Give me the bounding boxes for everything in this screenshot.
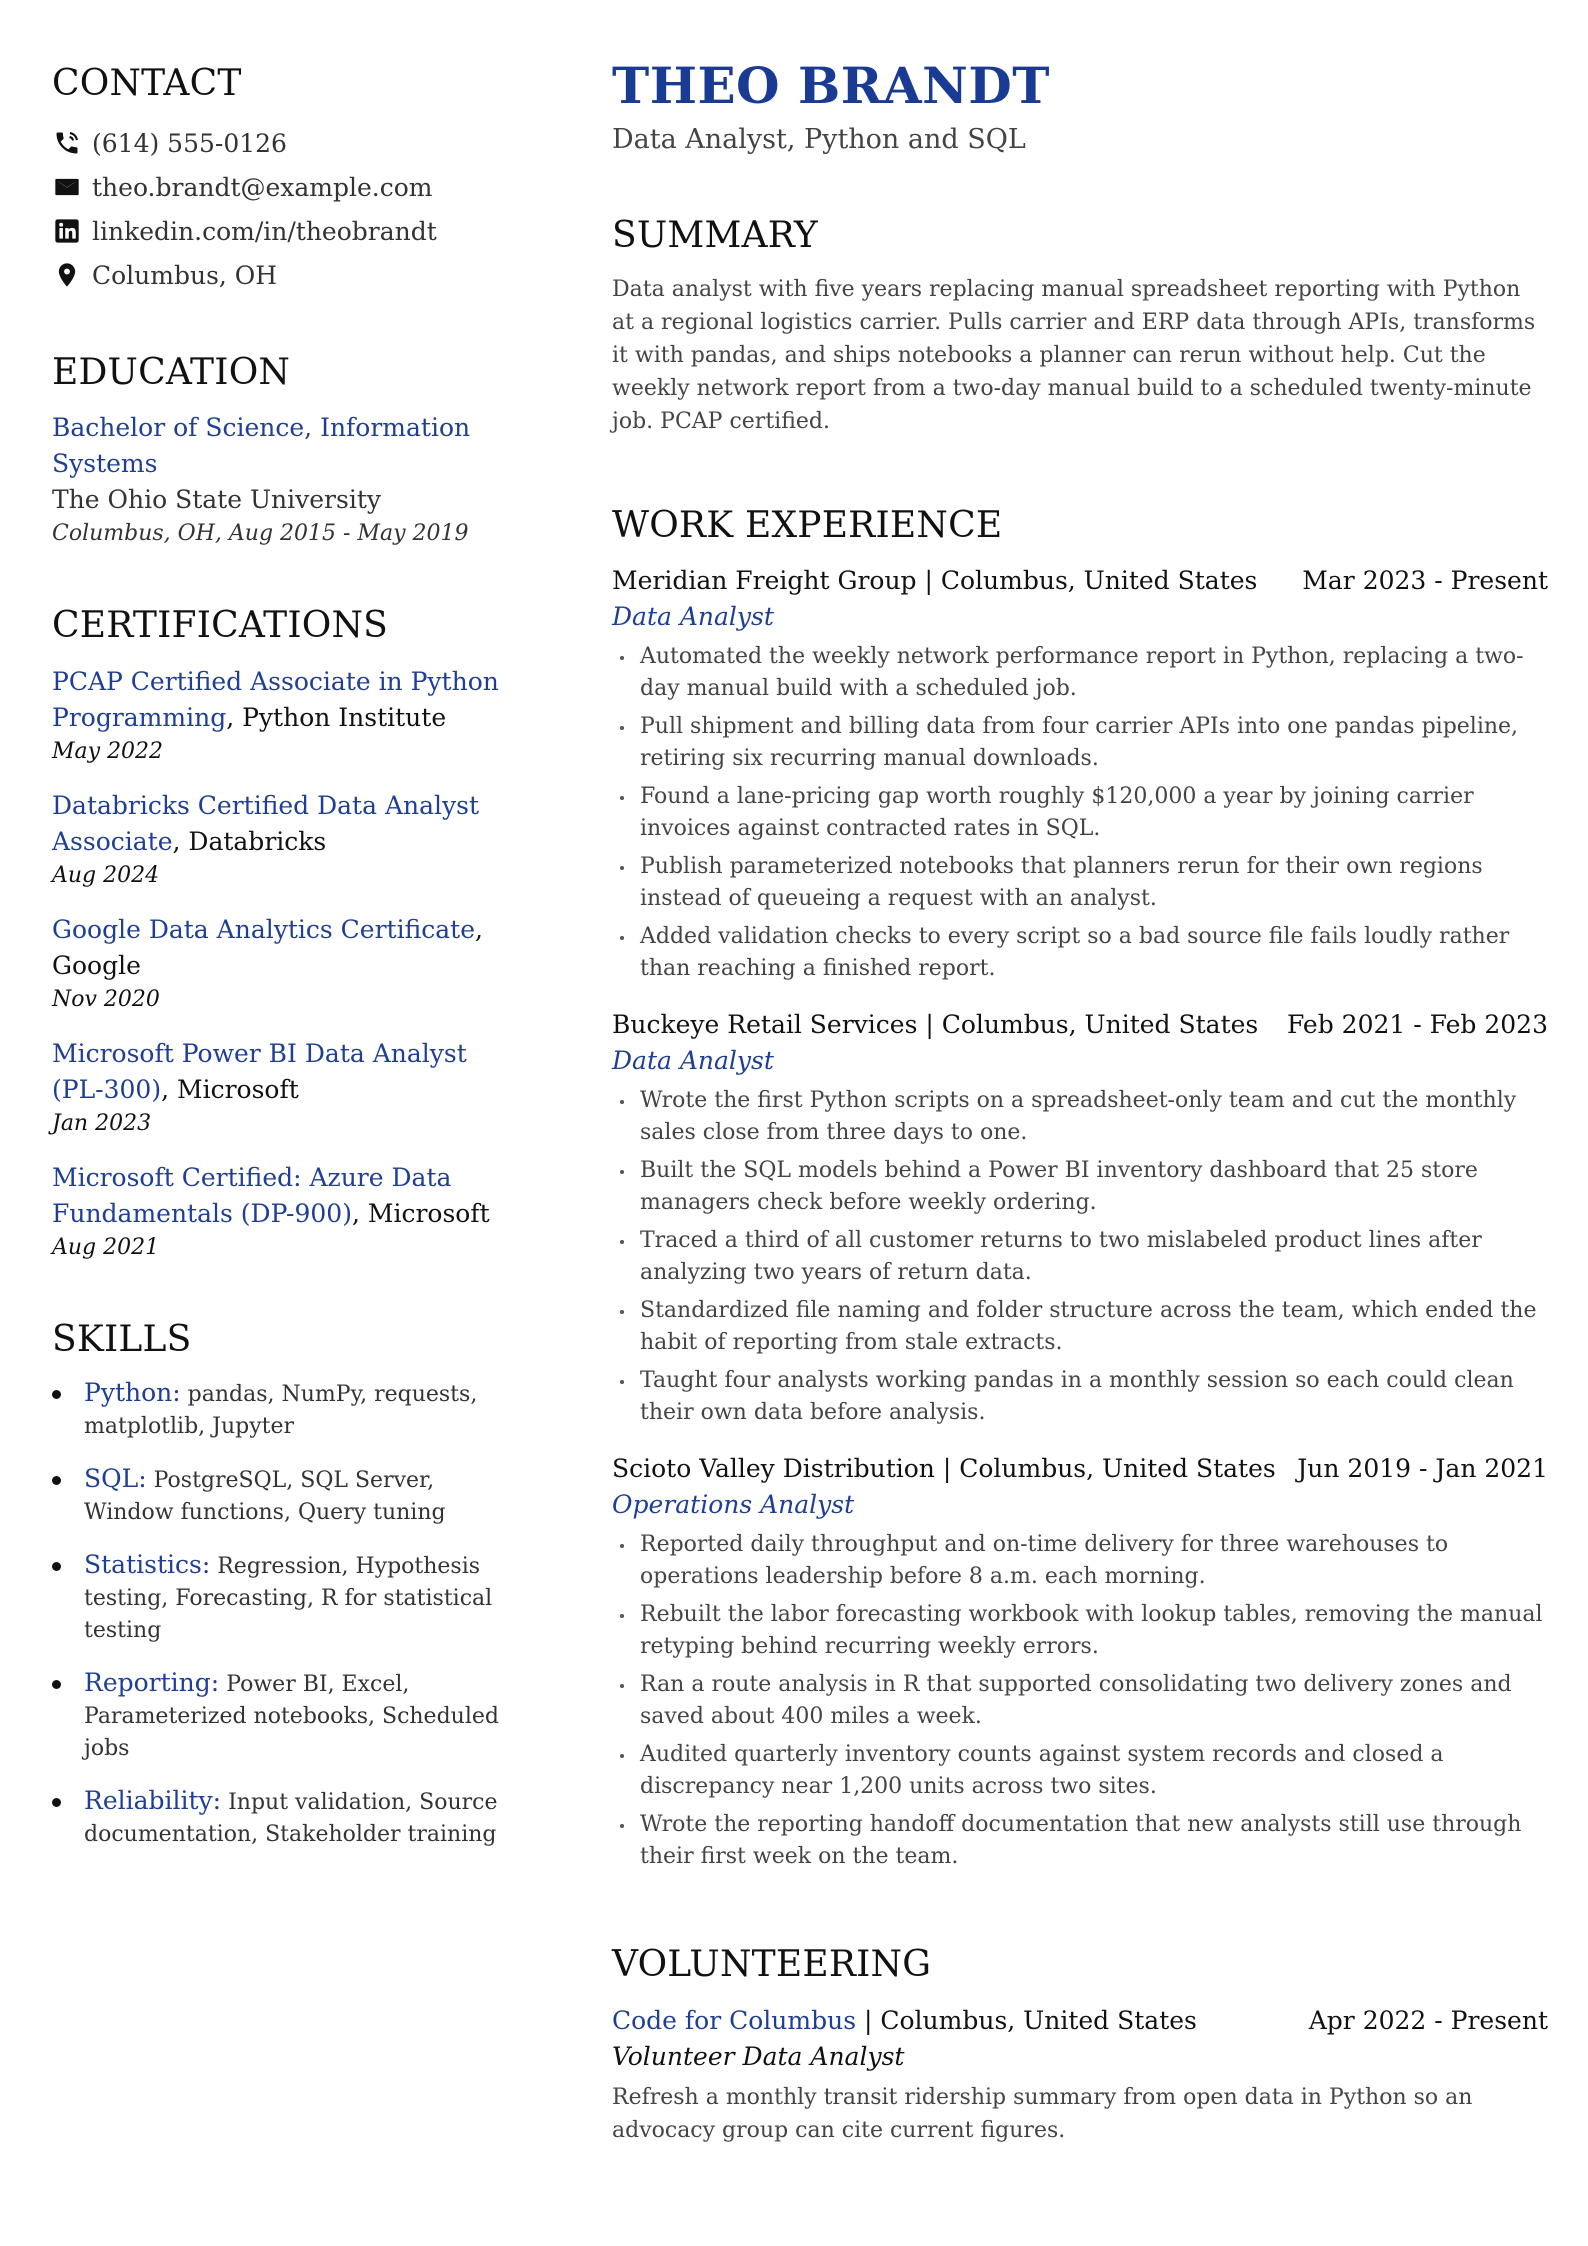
volunteering-org-link[interactable]: Code for Columbus — [612, 2005, 857, 2035]
job-bullets — [612, 1085, 1548, 1429]
certification-issuer: , Databricks — [172, 826, 327, 856]
certification-name: Microsoft Power BI Data Analyst (PL-300) — [52, 1038, 467, 1104]
certification-item — [52, 1160, 512, 1264]
job-dates: Feb 2021 - Feb 2023 — [1286, 1010, 1548, 1040]
job-bullet: Built the SQL models behind a Power BI inventory dashboard that 25 store managers check before weekly ordering. — [612, 1155, 1548, 1219]
certification-date: Jan 2023 — [52, 1110, 152, 1136]
volunteering-location: | Columbus, United States — [856, 2005, 1197, 2035]
certification-date: Aug 2024 — [52, 862, 160, 888]
job-title: Data Analyst — [612, 602, 774, 632]
job-title: Operations Analyst — [612, 1490, 855, 1520]
job-header — [612, 1451, 1548, 1487]
job-entry — [612, 563, 1548, 985]
certifications-heading: CERTIFICATIONS — [52, 605, 389, 647]
education-school: The Ohio State University — [52, 485, 382, 515]
job-bullet: Found a lane-pricing gap worth roughly $120,000 a year by joining carrier invoices against contracted rates in SQL. — [612, 781, 1548, 845]
job-bullet: Standardized file naming and folder structure across the team, which ended the habit of reporting from stale extracts. — [612, 1295, 1548, 1359]
skill-detail: Regression, Hypothesis testing, Forecasting, R for statistical testing — [84, 1553, 493, 1643]
job-company: Meridian Freight Group | Columbus, United States — [612, 566, 1258, 596]
job-bullet: Ran a route analysis in R that supported consolidating two delivery zones and saved about 400 miles a week. — [612, 1669, 1548, 1733]
education-section — [52, 351, 512, 550]
job-entry — [612, 1007, 1548, 1429]
contact-location-text: Columbus, OH — [92, 260, 278, 290]
summary-text: Data analyst with five years replacing manual spreadsheet reporting with Python at a regional logistics carrier. Pulls carrier and ERP data through APIs, transforms it with pandas, and ships notebooks a planner can rerun without help. Cut the weekly network report from a two-day manual build to a scheduled twenty-minute job. PCAP certified. — [612, 277, 1536, 435]
education-meta: Columbus, OH, Aug 2015 - May 2019 — [52, 521, 469, 547]
skill-detail: Input validation, Source documentation, Stakeholder training — [84, 1789, 498, 1847]
job-company: Scioto Valley Distribution | Columbus, United States — [612, 1454, 1276, 1484]
certification-item — [52, 664, 512, 768]
certification-date: May 2022 — [52, 738, 164, 764]
skills-list — [52, 1377, 512, 1851]
certification-name: Microsoft Certified: Azure Data Fundamentals (DP-900) — [52, 1162, 452, 1228]
location-icon — [52, 260, 82, 290]
contact-email-text: theo.brandt@example.com — [92, 172, 433, 202]
work-experience-section — [612, 504, 1548, 1873]
skill-detail: PostgreSQL, SQL Server, Window functions, Query tuning — [84, 1467, 446, 1525]
skill-category: Reporting: — [84, 1667, 220, 1697]
certification-title-line — [52, 664, 512, 736]
certification-issuer: , Google — [52, 914, 483, 980]
job-entry — [612, 1451, 1548, 1873]
skill-category: SQL: — [84, 1463, 147, 1493]
contact-phone-text: (614) 555-0126 — [92, 128, 287, 158]
job-bullet: Wrote the first Python scripts on a spreadsheet-only team and cut the monthly sales close from three days to one. — [612, 1085, 1548, 1149]
job-dates: Jun 2019 - Jan 2021 — [1297, 1454, 1548, 1484]
volunteering-role: Volunteer Data Analyst — [612, 2041, 905, 2071]
job-bullet: Publish parameterized notebooks that planners rerun for their own regions instead of queueing a request with an analyst. — [612, 851, 1548, 915]
phone-icon — [52, 128, 82, 158]
skill-detail: pandas, NumPy, requests, matplotlib, Jupyter — [84, 1381, 478, 1439]
volunteering-dates: Apr 2022 - Present — [1308, 2005, 1548, 2035]
contact-list — [52, 121, 512, 297]
skills-section — [52, 1318, 512, 1851]
skills-heading: SKILLS — [52, 1318, 192, 1360]
job-bullets — [612, 641, 1548, 985]
education-degree: Bachelor of Science, Information Systems — [52, 413, 471, 479]
certification-item — [52, 788, 512, 892]
certification-date: Nov 2020 — [52, 986, 160, 1012]
skill-detail: Power BI, Excel, Parameterized notebooks, Scheduled jobs — [84, 1671, 499, 1761]
certification-title-line — [52, 1036, 512, 1108]
job-bullet: Pull shipment and billing data from four carrier APIs into one pandas pipeline, retiring six recurring manual downloads. — [612, 711, 1548, 775]
job-bullet: Audited quarterly inventory counts against system records and closed a discrepancy near 1,200 units across two sites. — [612, 1739, 1548, 1803]
summary-heading: SUMMARY — [612, 215, 818, 256]
contact-heading: CONTACT — [52, 63, 242, 104]
work-experience-heading: WORK EXPERIENCE — [612, 505, 1003, 547]
certification-issuer: , Python Institute — [226, 702, 447, 732]
job-header — [612, 1007, 1548, 1043]
volunteering-heading: VOLUNTEERING — [612, 1944, 932, 1986]
linkedin-icon — [52, 216, 82, 246]
job-bullet: Taught four analysts working pandas in a monthly session so each could clean their own data before analysis. — [612, 1365, 1548, 1429]
contact-linkedin[interactable] — [52, 209, 512, 253]
job-bullet: Automated the weekly network performance report in Python, replacing a two-day manual build with a scheduled job. — [612, 641, 1548, 705]
skill-category: Python: — [84, 1377, 181, 1407]
certification-name: PCAP Certified Associate in Python Programming — [52, 666, 499, 732]
certification-issuer: , Microsoft — [161, 1074, 299, 1104]
contact-section — [52, 62, 512, 297]
skill-category: Reliability: — [84, 1785, 222, 1815]
job-bullet: Added validation checks to every script so a bad source file fails loudly rather than reaching a finished report. — [612, 921, 1548, 985]
job-title: Data Analyst — [612, 1046, 774, 1076]
skill-item — [52, 1377, 512, 1443]
candidate-headline: Data Analyst, Python and SQL — [612, 124, 1026, 155]
job-bullet: Wrote the reporting handoff documentation that new analysts still use through their first week on the team. — [612, 1809, 1548, 1873]
skill-item — [52, 1549, 512, 1647]
certification-name: Google Data Analytics Certificate — [52, 914, 475, 944]
contact-email[interactable] — [52, 165, 512, 209]
summary-section — [612, 214, 1548, 438]
skill-category: Statistics: — [84, 1549, 211, 1579]
email-icon — [52, 172, 82, 202]
certification-date: Aug 2021 — [52, 1234, 160, 1260]
job-bullet: Traced a third of all customer returns to two mislabeled product lines after analyzing two years of return data. — [612, 1225, 1548, 1289]
volunteering-section — [612, 1943, 1548, 2146]
contact-phone[interactable] — [52, 121, 512, 165]
certification-title-line — [52, 788, 512, 860]
education-heading: EDUCATION — [52, 352, 291, 394]
certification-item — [52, 912, 512, 1016]
certification-item — [52, 1036, 512, 1140]
skill-item — [52, 1463, 512, 1529]
sidebar — [52, 62, 512, 1905]
certification-name: Databricks Certified Data Analyst Associate — [52, 790, 480, 856]
skill-item — [52, 1785, 512, 1851]
job-bullet: Rebuilt the labor forecasting workbook with lookup tables, removing the manual retyping behind recurring weekly errors. — [612, 1599, 1548, 1663]
contact-location — [52, 253, 512, 297]
certification-title-line — [52, 1160, 512, 1232]
certification-title-line — [52, 912, 512, 984]
job-dates: Mar 2023 - Present — [1302, 566, 1548, 596]
main-content — [612, 56, 1548, 2147]
contact-linkedin-text: linkedin.com/in/theobrandt — [92, 216, 437, 246]
certification-issuer: , Microsoft — [351, 1198, 490, 1228]
job-bullets — [612, 1529, 1548, 1873]
job-header — [612, 563, 1548, 599]
skill-item — [52, 1667, 512, 1765]
candidate-name: THEO BRANDT — [612, 56, 1050, 115]
job-bullet: Reported daily throughput and on-time delivery for three warehouses to operations leadership before 8 a.m. each morning. — [612, 1529, 1548, 1593]
volunteering-description: Refresh a monthly transit ridership summary from open data in Python so an advocacy group can cite current figures. — [612, 2084, 1473, 2143]
job-company: Buckeye Retail Services | Columbus, United States — [612, 1010, 1259, 1040]
certifications-section — [52, 604, 512, 1263]
volunteering-header — [612, 2003, 1548, 2039]
volunteering-org-line — [612, 2003, 1197, 2039]
